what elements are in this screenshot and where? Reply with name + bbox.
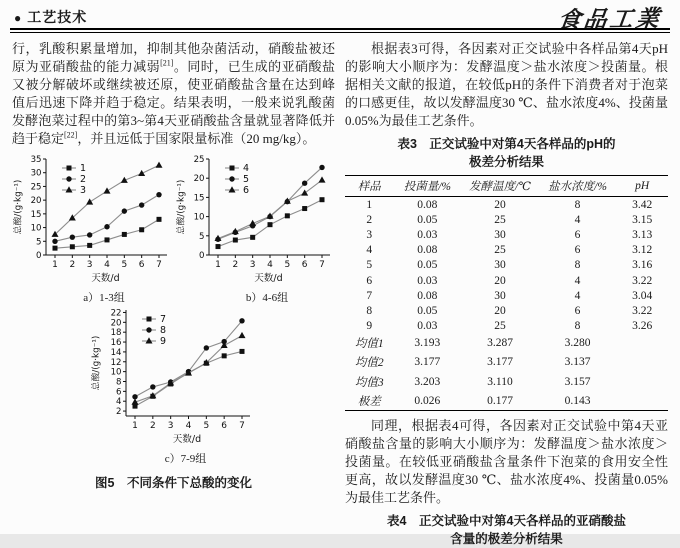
table-row <box>345 258 668 273</box>
table-cell: 8 <box>574 198 581 211</box>
svg-text:5: 5 <box>202 421 209 431</box>
table-cell: 0.143 <box>564 394 591 407</box>
table-cell: 0.05 <box>417 213 438 226</box>
table-cell: 3.177 <box>487 356 513 369</box>
svg-text:天数/d: 天数/d <box>172 434 201 445</box>
svg-text:15: 15 <box>193 193 205 204</box>
table-cell: 3.16 <box>632 259 653 272</box>
svg-text:10: 10 <box>110 367 121 378</box>
chart-wrap-b <box>175 154 335 305</box>
svg-text:6: 6 <box>138 260 145 270</box>
svg-text:10: 10 <box>193 212 205 223</box>
chart-wrap-a <box>12 154 172 305</box>
table-cell: 3.203 <box>414 375 441 388</box>
chart-subcaption-c: c）7-9组 <box>164 453 207 465</box>
column-header-sample: 样品 <box>345 176 393 197</box>
table-row <box>345 288 668 303</box>
table-cell: 3.12 <box>632 244 653 257</box>
table-cell: 30 <box>494 259 506 272</box>
table-cell: 4 <box>574 213 581 226</box>
table-cell: 6 <box>574 304 581 317</box>
table-row <box>345 227 668 242</box>
svg-text:7: 7 <box>238 421 245 431</box>
body-paragraph: 行，乳酸积累量增加，抑制其他杂菌活动，硝酸盐被还原为亚硝酸盐的能力减弱[21]。同时，已生成的亚硝酸盐又被分解破坏或继续被还原，使亚硝酸盐含量在达到峰值后迅速下降并趋于稳定。结果表明，一般来说乳酸菌发酵泡菜过程中的第3~第4天亚硝酸盐含量就显著降低并趋于稳定[22]，并且远低于国家限量标准（20 mg/kg）。 <box>12 41 335 146</box>
table-row <box>345 391 668 411</box>
svg-text:4: 4 <box>115 397 121 408</box>
svg-text:20: 20 <box>30 196 42 207</box>
table-cell: 8 <box>574 320 581 333</box>
ph-range-analysis-table <box>345 175 668 411</box>
table4-title-line2: 含量的极差分析结果 <box>450 532 563 547</box>
table-cell: 25 <box>494 320 506 333</box>
svg-text:5: 5 <box>121 260 128 270</box>
svg-text:0: 0 <box>36 251 42 261</box>
svg-text:1: 1 <box>52 260 58 270</box>
table-cell: 3.13 <box>632 228 653 241</box>
table-cell: 6 <box>366 274 373 287</box>
table-cell: 0.026 <box>414 394 441 407</box>
table-cell: 0.03 <box>417 228 438 241</box>
table-cell: 均值1 <box>354 338 384 351</box>
table-cell: 6 <box>574 244 581 257</box>
line-chart-c <box>88 305 260 450</box>
table-row <box>345 197 668 213</box>
table-cell: 4 <box>366 244 373 257</box>
right-column <box>345 40 668 548</box>
svg-text:2: 2 <box>115 407 121 418</box>
table-cell <box>616 372 668 391</box>
svg-text:6: 6 <box>115 387 121 398</box>
svg-text:8: 8 <box>115 377 121 388</box>
table-cell: 3.15 <box>632 213 653 226</box>
svg-text:4: 4 <box>185 421 191 431</box>
svg-text:15: 15 <box>30 209 42 220</box>
table-cell: 3.137 <box>564 356 591 369</box>
table-header-row <box>345 176 668 197</box>
table-cell: 均值2 <box>354 357 384 370</box>
chart-wrap-c <box>88 305 260 466</box>
table-cell: 3.287 <box>487 337 513 350</box>
svg-text:25: 25 <box>30 182 42 193</box>
left-column <box>12 40 335 548</box>
table-cell: 30 <box>494 228 506 241</box>
svg-text:2: 2 <box>232 260 239 270</box>
svg-text:6: 6 <box>301 260 308 270</box>
svg-text:4: 4 <box>243 163 250 175</box>
svg-text:30: 30 <box>30 168 42 179</box>
svg-text:5: 5 <box>284 260 291 270</box>
table-cell: 25 <box>494 244 506 257</box>
svg-text:6: 6 <box>243 185 250 197</box>
header-rule <box>10 28 670 33</box>
svg-text:1: 1 <box>131 421 138 431</box>
table-cell: 3.280 <box>564 337 591 350</box>
table-cell: 20 <box>494 304 506 317</box>
table-row <box>345 243 668 258</box>
table3-title-line1: 表3 正交试验中对第4天各样品的pH的 <box>397 137 616 151</box>
section-header <box>14 7 87 27</box>
svg-text:天数/d: 天数/d <box>91 273 120 284</box>
table-cell: 0.177 <box>487 394 513 407</box>
table-cell: 0.03 <box>417 274 438 287</box>
table-cell: 4 <box>574 289 581 302</box>
table-cell: 2 <box>366 213 373 226</box>
line-chart-a <box>12 154 172 289</box>
svg-text:25: 25 <box>193 155 205 165</box>
table-row <box>345 334 668 353</box>
table3-title-line2: 极差分析结果 <box>468 155 544 169</box>
svg-text:35: 35 <box>30 155 42 165</box>
table-cell: 8 <box>366 304 373 317</box>
table-cell: 6 <box>574 228 581 241</box>
table-cell: 1 <box>366 198 373 211</box>
table3-title <box>345 135 668 171</box>
table-cell: 3.110 <box>487 375 513 388</box>
table-cell: 0.08 <box>417 198 438 211</box>
svg-text:1: 1 <box>215 260 221 270</box>
chart-subcaption-b: b）4-6组 <box>245 292 289 304</box>
column-header-ph: pH <box>616 176 668 197</box>
figure-block <box>12 154 335 491</box>
table-cell: 极差 <box>357 395 381 408</box>
svg-text:22: 22 <box>110 308 121 319</box>
svg-text:6: 6 <box>220 421 227 431</box>
figure-caption: 图5 不同条件下总酸的变化 <box>95 476 252 490</box>
paragraph-1: 根据表3可得，各因素对正交试验中各样品第4天pH的影响大小顺序为：发酵温度＞盐水浓度＞投菌量。根据相关文献的报道，在较低pH的条件下消费者对于泡菜的口感更佳，故以发酵温度30 ℃、盐水浓度4%、投菌量0.05%为最佳工艺条件。 <box>345 41 668 128</box>
table-cell: 3.42 <box>632 198 653 211</box>
table-cell: 3.22 <box>632 274 653 287</box>
svg-text:16: 16 <box>110 338 121 349</box>
svg-text:14: 14 <box>110 347 121 358</box>
table-cell: 8 <box>574 259 581 272</box>
table-cell: 5 <box>366 259 373 272</box>
svg-text:总酸/(g·kg⁻¹): 总酸/(g·kg⁻¹) <box>13 179 24 235</box>
svg-text:2: 2 <box>149 421 156 431</box>
section-label: 工艺技术 <box>27 9 88 25</box>
table-cell <box>616 334 668 353</box>
table-cell: 3.157 <box>564 375 591 388</box>
svg-text:8: 8 <box>159 325 166 337</box>
svg-text:3: 3 <box>86 260 93 270</box>
table-cell <box>616 391 668 411</box>
table-cell: 3.22 <box>632 304 653 317</box>
svg-text:0: 0 <box>199 251 205 261</box>
table-cell: 9 <box>366 320 373 333</box>
svg-text:4: 4 <box>267 260 273 270</box>
table-cell: 20 <box>494 274 506 287</box>
svg-text:20: 20 <box>193 174 205 185</box>
table-cell: 0.05 <box>417 304 438 317</box>
table-cell: 20 <box>494 198 506 211</box>
svg-text:3: 3 <box>80 185 87 197</box>
svg-text:9: 9 <box>159 336 166 348</box>
table-cell: 7 <box>366 289 373 302</box>
table-cell: 均值3 <box>354 376 384 389</box>
svg-text:7: 7 <box>319 260 325 270</box>
svg-text:10: 10 <box>30 223 42 234</box>
table-row <box>345 319 668 334</box>
svg-text:总酸/(g·kg⁻¹): 总酸/(g·kg⁻¹) <box>91 335 101 391</box>
table-cell: 0.05 <box>417 259 438 272</box>
table-cell: 3.26 <box>632 320 653 333</box>
table-cell: 4 <box>574 274 581 287</box>
table-row <box>345 212 668 227</box>
svg-text:1: 1 <box>80 163 87 175</box>
table-cell: 3 <box>366 228 373 241</box>
table-cell: 0.08 <box>417 289 438 302</box>
column-header-temperature: 发酵温度/℃ <box>461 176 539 197</box>
table-cell: 3.193 <box>414 337 441 350</box>
svg-text:天数/d: 天数/d <box>254 273 283 284</box>
svg-text:7: 7 <box>156 260 162 270</box>
table-cell: 25 <box>494 213 506 226</box>
svg-text:5: 5 <box>199 231 205 242</box>
svg-text:3: 3 <box>249 260 256 270</box>
table-cell: 3.177 <box>414 356 441 369</box>
table-cell: 30 <box>494 289 506 302</box>
svg-text:18: 18 <box>110 328 121 339</box>
column-header-inoculum: 投菌量/% <box>393 176 461 197</box>
paragraph-2: 同理，根据表4可得，各因素对正交试验中第4天亚硝酸盐含量的影响大小顺序为：发酵温度＞盐水浓度＞投菌量。在较低亚硝酸盐含量条件下泡菜的食用安全性更高，故以发酵温度30 ℃、盐水浓度4%、投菌量0.05%为最佳工艺条件。 <box>345 418 668 506</box>
svg-text:2: 2 <box>69 260 76 270</box>
column-header-brine: 盐水浓度/% <box>539 176 617 197</box>
svg-text:7: 7 <box>159 314 166 326</box>
section-bullet-icon: ● <box>14 11 23 25</box>
table-cell: 3.04 <box>632 289 653 302</box>
journal-logo: 食品工業 <box>556 6 664 33</box>
svg-text:5: 5 <box>243 174 250 186</box>
table-cell <box>616 353 668 372</box>
table-body <box>345 197 668 411</box>
table-row <box>345 353 668 372</box>
table4-title-line1: 表4 正交试验中对第4天各样品的亚硝酸盐 <box>387 514 626 529</box>
svg-text:2: 2 <box>80 174 87 186</box>
svg-text:12: 12 <box>110 357 121 368</box>
table4-title <box>345 512 668 548</box>
line-chart-b <box>175 154 335 289</box>
table-row <box>345 273 668 288</box>
svg-text:总酸/(g·kg⁻¹): 总酸/(g·kg⁻¹) <box>176 179 187 235</box>
table-cell: 0.03 <box>417 320 438 333</box>
table-row <box>345 303 668 318</box>
charts-row-top <box>12 154 335 305</box>
svg-text:5: 5 <box>36 237 42 248</box>
table-row <box>345 372 668 391</box>
two-column-layout <box>12 40 668 548</box>
svg-text:3: 3 <box>167 421 174 431</box>
svg-text:20: 20 <box>110 318 121 329</box>
svg-text:4: 4 <box>104 260 110 270</box>
table-cell: 0.08 <box>417 244 438 257</box>
chart-subcaption-a: a）1-3组 <box>83 292 125 304</box>
